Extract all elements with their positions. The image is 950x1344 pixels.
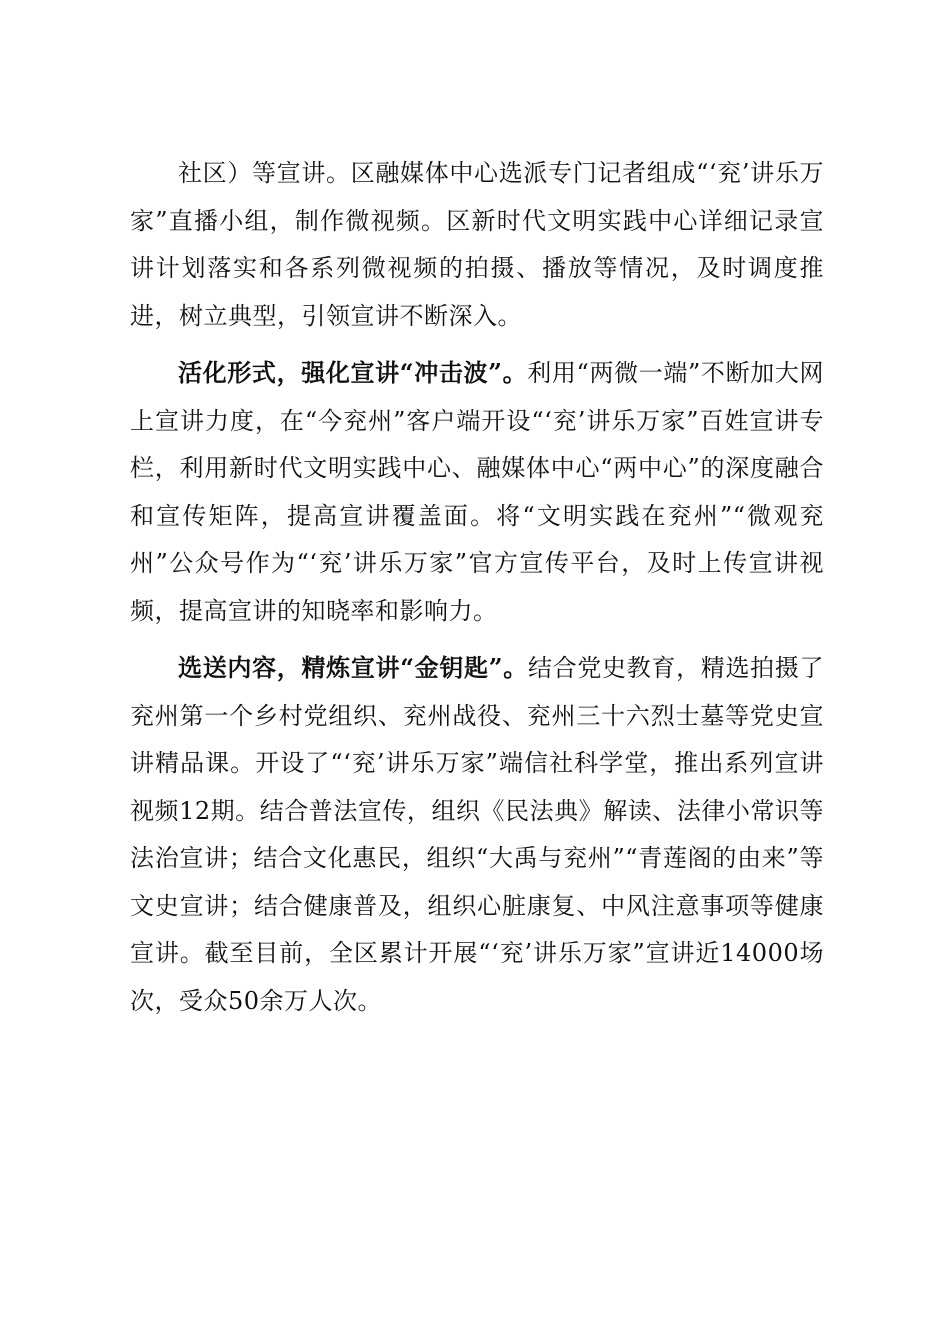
paragraph-continuation	[130, 150, 824, 340]
paragraph-text: 结合党史教育，精选拍摄了兖州第一个乡村党组织、兖州战役、兖州三十六烈士墓等党史宣讲精品课。开设了“‘兖’讲乐万家”端信社科学堂，推出系列宣讲视频12期。结合普法宣传，组织《民法典》解读、法律小常识等法治宣讲；结合文化惠民，组织“大禹与兖州”“青莲阁的由来”等文史宣讲；结合健康普及，组织心脏康复、中风注意事项等健康宣讲。截至目前，全区累计开展“‘兖’讲乐万家”宣讲近14000场次，受众50余万人次。	[130, 654, 825, 1015]
paragraph-activate-form	[130, 349, 824, 635]
paragraph-text: 利用“两微一端”不断加大网上宣讲力度，在“今兖州”客户端开设“‘兖’讲乐万家”百姓宣讲专栏，利用新时代文明实践中心、融媒体中心“两中心”的深度融合和宣传矩阵，提高宣讲覆盖面。将“文明实践在兖州”“微观兖州”公众号作为“‘兖’讲乐万家”官方宣传平台，及时上传宣讲视频，提高宣讲的知晓率和影响力。	[130, 359, 824, 625]
document-page	[130, 150, 824, 1034]
paragraph-lead-heading: 选送内容，精炼宣讲“金钥匙”。	[178, 653, 528, 682]
paragraph-text: 社区）等宣讲。区融媒体中心选派专门记者组成“‘兖’讲乐万家”直播小组，制作微视频。区新时代文明实践中心详细记录宣讲计划落实和各系列微视频的拍摄、播放等情况，及时调度推进，树立典型，引领宣讲不断深入。	[130, 159, 824, 330]
paragraph-select-content	[130, 644, 824, 1025]
paragraph-lead-heading: 活化形式，强化宣讲“冲击波”。	[178, 358, 528, 387]
